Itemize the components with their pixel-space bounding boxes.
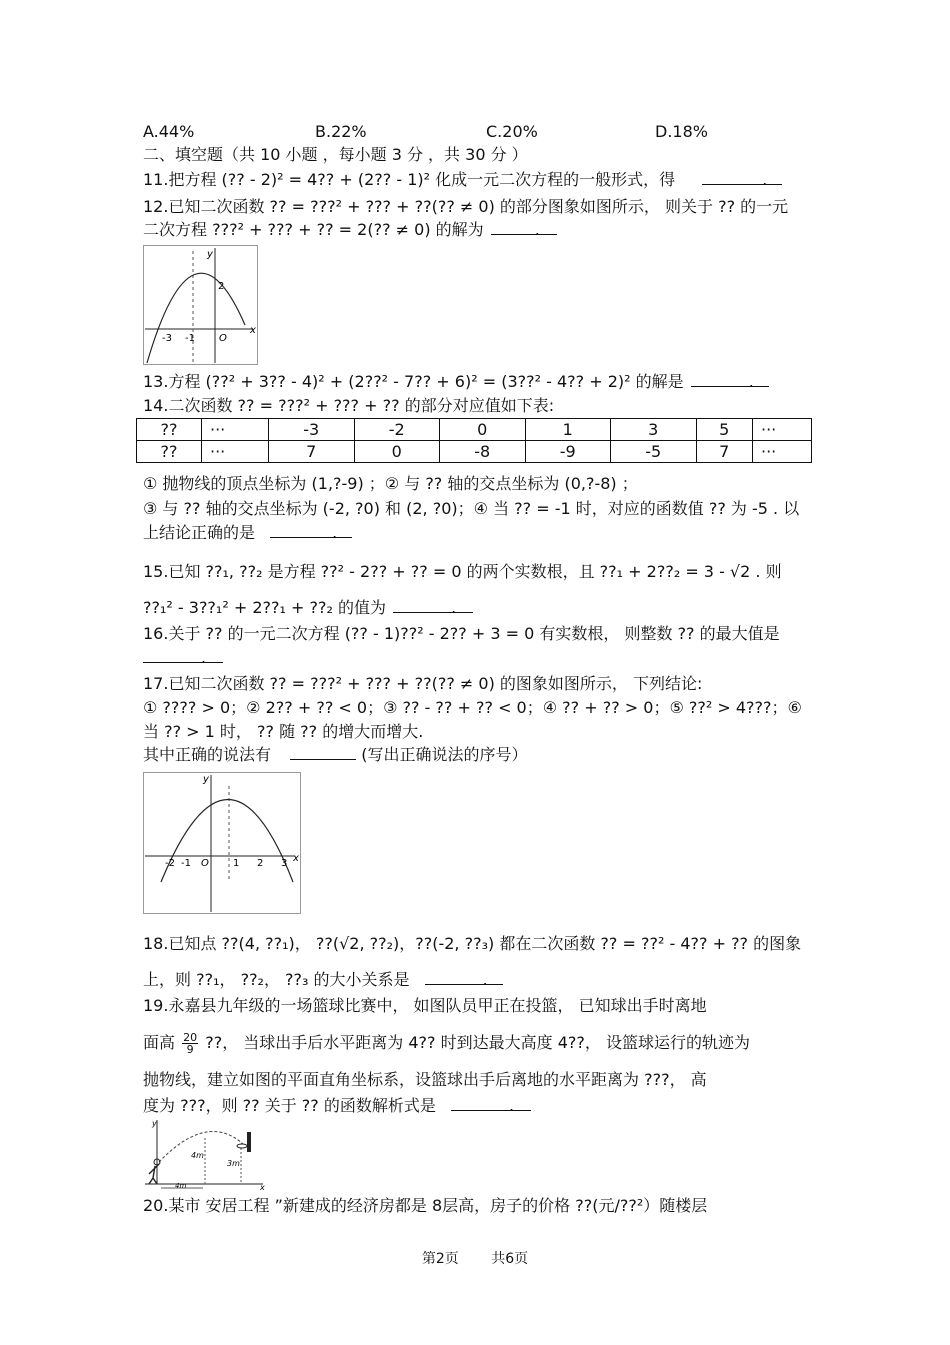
option-b: B.22% [315, 122, 367, 141]
table-cell: -9 [525, 441, 611, 463]
option-c: C.20% [486, 122, 538, 141]
question-17-line4 [143, 745, 527, 765]
table-row-x [137, 419, 812, 441]
fig2-tick-3: 3 [281, 858, 288, 869]
question-17-line3: 当 ?? > 1 时， ?? 随 ?? 的增大而增大. [143, 722, 424, 741]
q11-blank-end: . [762, 170, 768, 189]
table-cell: 0 [354, 441, 440, 463]
table-cell: 5 [696, 419, 753, 441]
fig1-x-label: x [250, 325, 256, 336]
question-15-line1: 15.已知 ??₁, ??₂ 是方程 ??² - 2?? + ?? = 0 的两个实数根，且 ??₁ + 2??₂ = 3 - √2 . 则 [143, 562, 782, 581]
q16-blank [143, 648, 223, 667]
table-cell: 7 [696, 441, 753, 463]
fig2-origin: O [201, 858, 209, 869]
fig1-origin: O [219, 333, 227, 344]
question-12-line2 [143, 220, 557, 240]
table-cell: -5 [611, 441, 697, 463]
fig2-tick-1: 1 [233, 858, 240, 869]
question-19-line2 [143, 1032, 750, 1055]
table-cell: ··· [202, 419, 269, 441]
fig3-y-label: y [152, 1119, 157, 1128]
table-row-y [137, 441, 812, 463]
table-cell: -3 [269, 419, 355, 441]
page-total: 共6页 [491, 1251, 529, 1267]
question-18-line1: 18.已知点 ??(4, ??₁)， ??(√2, ??₂)，??(-2, ??₃) 都在二次函数 ?? = ??² - 4?? + ?? 的图象 [143, 934, 802, 953]
fig3-label-3m: 3m [227, 1159, 240, 1168]
fig2-y-label: y [203, 774, 209, 785]
question-12-line1: 12.已知二次函数 ?? = ???² + ??? + ??(?? ≠ 0) 的部分图象如图所示， 则关于 ?? 的一元 [143, 197, 789, 216]
q16-blank-line [143, 648, 223, 668]
question-19-line3: 抛物线，建立如图的平面直角坐标系，设篮球出手后离地的水平距离为 ???， 高 [143, 1070, 707, 1089]
question-20: 20.某市 安居工程 ”新建成的经济房都是 8层高，房子的价格 ??(元/??²）随楼层 [143, 1196, 708, 1215]
table-cell: 7 [269, 441, 355, 463]
parabola-figure-q12 [143, 245, 258, 365]
q17-line4-a: 其中正确的说法有 [143, 745, 272, 764]
table-cell: 3 [611, 419, 697, 441]
q19-line2-a: 面高 [143, 1033, 176, 1052]
fig2-tick-neg1: -1 [181, 858, 191, 869]
q14-blank-end: . [332, 523, 338, 542]
q12-blank [491, 220, 557, 239]
table-cell: ?? [137, 419, 202, 441]
q11-text: 11.把方程 (?? - 2)² = 4?? + (2?? - 1)² 化成一元二次方程的一般形式，得 [143, 170, 676, 189]
table-cell: ··· [202, 441, 269, 463]
q18-line2-text: 上，则 ??₁， ??₂， ??₃ 的大小关系是 [143, 970, 410, 989]
value-table [136, 418, 812, 463]
fig1-y-label: y [207, 249, 213, 260]
question-18-line2 [143, 970, 503, 990]
q19-blank [451, 1096, 531, 1115]
fig1-tick-neg1: -1 [185, 333, 195, 344]
question-15-line2 [143, 598, 473, 618]
question-17-line1: 17.已知二次函数 ?? = ???² + ??? + ??(?? ≠ 0) 的图象如图所示， 下列结论: [143, 674, 703, 693]
q14-conclusion-2: ③ 与 ?? 轴的交点坐标为 (-2, ?0) 和 (2, ?0)；④ 当 ?? = -1 时，对应的函数值 ?? 为 -5 . 以 [143, 499, 800, 518]
fig1-tick-2: 2 [218, 281, 225, 292]
q19-line4-text: 度为 ???，则 ?? 关于 ?? 的函数解析式是 [143, 1096, 436, 1115]
fig3-label-4m-bottom: 4m [175, 1182, 187, 1190]
fig2-x-label: x [293, 853, 299, 864]
q14-conclusion-3 [143, 523, 352, 543]
fraction-20-9 [182, 1032, 198, 1055]
q13-text: 13.方程 (??² + 3?? - 4)² + (2??² - 7?? + 6)² = (3??² - 4?? + 2)² 的解是 [143, 372, 684, 391]
q16-blank-end: . [201, 648, 207, 667]
question-13 [143, 372, 769, 392]
q11-blank [702, 170, 782, 189]
question-16: 16.关于 ?? 的一元二次方程 (?? - 1)??² - 2?? + 3 = 0 有实数根， 则整数 ?? 的最大值是 [143, 624, 780, 643]
option-a: A.44% [143, 122, 195, 141]
q13-blank-end: . [748, 372, 754, 391]
section-heading: 二、填空题（共 10 小题 ，每小题 3 分 ，共 30 分 ） [143, 145, 528, 164]
question-19-line4 [143, 1096, 531, 1116]
q19-blank-end: . [508, 1096, 515, 1115]
q13-blank [691, 372, 769, 391]
basketball-figure-q19 [143, 1118, 267, 1190]
fig2-tick-neg2: -2 [165, 858, 175, 869]
q17-blank [290, 745, 356, 760]
table-cell: ··· [753, 441, 812, 463]
question-17-line2: ① ???? > 0；② 2?? + ?? < 0；③ ?? - ?? + ?? < 0；④ ?? + ?? > 0；⑤ ??² > 4???；⑥ [143, 698, 802, 717]
q19-line2-b: ??， 当球出手后水平距离为 4?? 时到达最大高度 4??， 设篮球运行的轨迹为 [205, 1033, 750, 1052]
table-cell: ··· [753, 419, 812, 441]
q18-blank [425, 970, 503, 989]
fraction-numerator: 20 [183, 1031, 198, 1044]
table-cell: -8 [440, 441, 526, 463]
q15-blank-end: . [451, 598, 457, 617]
q14-c3-text: 上结论正确的是 [143, 523, 256, 542]
parabola-figure-q17 [143, 772, 301, 914]
page-footer [0, 1248, 950, 1268]
q18-blank-end: . [482, 970, 488, 989]
q14-blank [270, 523, 352, 542]
table-cell: 1 [525, 419, 611, 441]
table-cell: 0 [440, 419, 526, 441]
fig3-x-label: x [260, 1183, 265, 1190]
q15-blank [393, 598, 473, 617]
fig1-tick-neg3: -3 [162, 333, 172, 344]
fig3-label-4m-top: 4m [191, 1151, 204, 1160]
fraction-denominator: 9 [186, 1043, 194, 1056]
table-cell: ?? [137, 441, 202, 463]
question-11 [143, 170, 782, 190]
question-14: 14.二次函数 ?? = ???² + ??? + ?? 的部分对应值如下表: [143, 396, 555, 415]
question-19-line1: 19.永嘉县九年级的一场篮球比赛中， 如图队员甲正在投篮， 已知球出手时离地 [143, 996, 707, 1015]
table-cell: -2 [354, 419, 440, 441]
q14-conclusion-1: ① 抛物线的顶点坐标为 (1,?-9) ；② 与 ?? 轴的交点坐标为 (0,?-8) ； [143, 474, 638, 493]
q12-blank-end: . [534, 220, 540, 239]
option-d: D.18% [655, 122, 708, 141]
q17-line4-b: (写出正确说法的序号） [361, 745, 528, 764]
q12-line2-text: 二次方程 ???² + ??? + ?? = 2(?? ≠ 0) 的解为 [143, 220, 484, 239]
q15-line2-text: ??₁² - 3??₁² + 2??₁ + ??₂ 的值为 [143, 598, 386, 617]
page-number: 第2页 [421, 1251, 459, 1267]
fig2-tick-2: 2 [257, 858, 264, 869]
